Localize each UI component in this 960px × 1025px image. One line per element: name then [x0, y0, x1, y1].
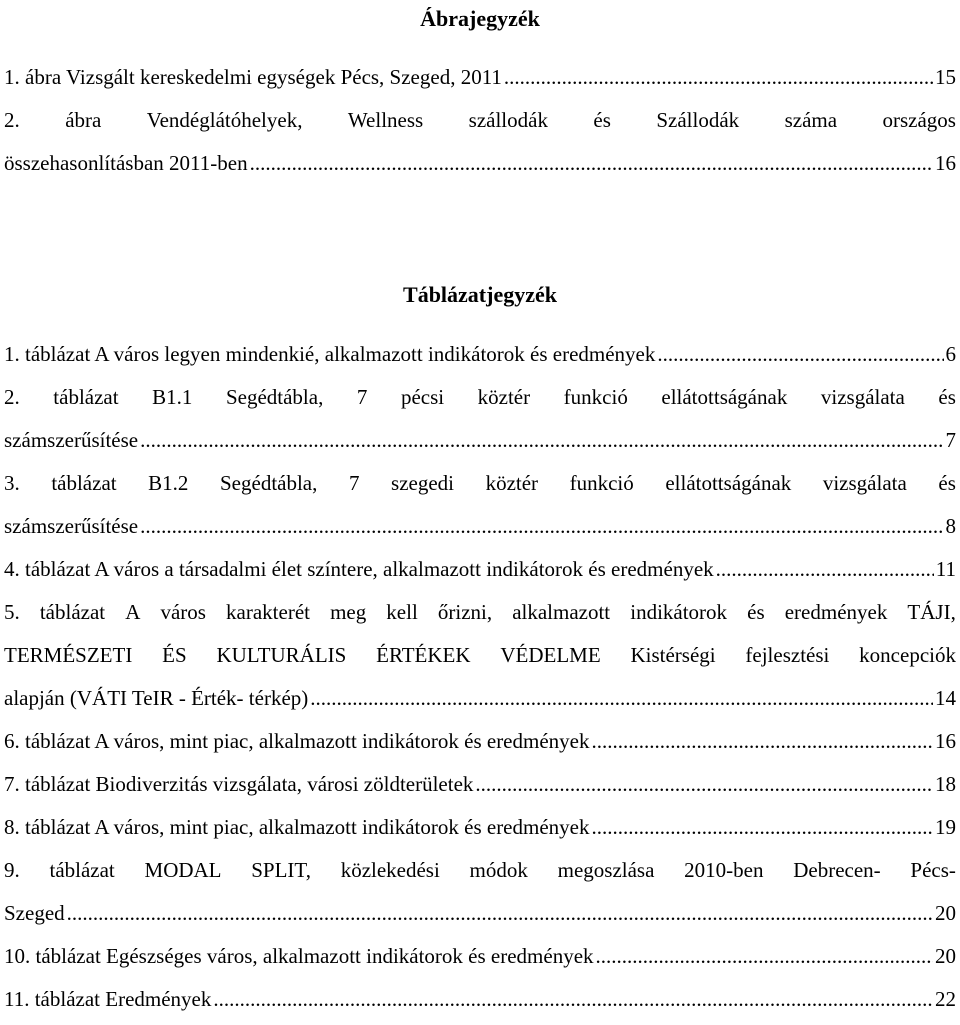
table-entry[interactable]	[4, 591, 956, 720]
entry-word: 7	[356, 385, 368, 409]
table-entry[interactable]	[4, 763, 956, 806]
entry-last-line	[4, 935, 956, 978]
dot-leader	[475, 763, 933, 806]
page-number: 22	[935, 987, 956, 1011]
entry-last-line	[4, 142, 956, 185]
entry-word: Kistérségi	[630, 643, 716, 667]
entry-title: 1. ábra Vizsgált kereskedelmi egységek Pécs, Szeged, 2011	[4, 65, 502, 89]
figure-entry[interactable]	[4, 56, 956, 99]
entry-word: Debrecen-	[793, 858, 881, 882]
dot-leader	[250, 142, 933, 185]
entry-word: pécsi	[400, 385, 445, 409]
entry-word: 5.	[4, 600, 20, 624]
entry-title: 6. táblázat A város, mint piac, alkalmazott indikátorok és eredmények	[4, 729, 590, 753]
entry-last-line	[4, 763, 956, 806]
dot-leader	[504, 56, 933, 99]
entry-word: KULTURÁLIS	[216, 643, 347, 667]
page-number: 16	[935, 151, 956, 175]
entry-word: Vendéglátóhelyek,	[146, 108, 303, 132]
table-entry[interactable]	[4, 376, 956, 462]
page-number: 15	[935, 65, 956, 89]
entry-word: ÉRTÉKEK	[376, 643, 471, 667]
dot-leader	[591, 806, 933, 849]
entry-word: ÉS	[162, 643, 187, 667]
table-entry[interactable]	[4, 720, 956, 763]
entry-word: 2.	[4, 385, 20, 409]
entry-word: vizsgálata	[820, 385, 905, 409]
entry-word: szegedi	[391, 471, 454, 495]
entry-word: A	[125, 600, 141, 624]
entry-word: koncepciók	[859, 643, 956, 667]
entry-word: 2010-ben	[684, 858, 764, 882]
entry-word: országos	[882, 108, 956, 132]
page-number: 16	[935, 729, 956, 753]
entry-word: Segédtábla,	[220, 471, 318, 495]
entry-title: 7. táblázat Biodiverzitás vizsgálata, városi zöldterületek	[4, 772, 474, 796]
page-number: 20	[935, 901, 956, 925]
figure-entry[interactable]	[4, 99, 956, 185]
entry-word: alkalmazott	[512, 600, 611, 624]
entry-word: Wellness	[347, 108, 424, 132]
entry-word: 7	[348, 471, 360, 495]
entry-word: város	[160, 600, 206, 624]
entry-word: eredmények	[784, 600, 888, 624]
entry-word: és	[747, 600, 765, 624]
entry-title: alapján (VÁTI TeIR - Érték- térkép)	[4, 686, 309, 710]
dot-leader	[716, 548, 934, 591]
table-list	[4, 333, 956, 1021]
entry-word: 9.	[4, 858, 20, 882]
entry-word: B1.1	[152, 385, 193, 409]
entry-last-line	[4, 56, 956, 99]
entry-word: ábra	[65, 108, 102, 132]
entry-title: 10. táblázat Egészséges város, alkalmazott indikátorok és eredmények	[4, 944, 594, 968]
entry-title: 1. táblázat A város legyen mindenkié, alkalmazott indikátorok és eredmények	[4, 342, 656, 366]
entry-word: száma	[784, 108, 838, 132]
entry-title: 11. táblázat Eredmények	[4, 987, 212, 1011]
entry-word: ellátottságának	[665, 471, 792, 495]
entry-last-line	[4, 548, 956, 591]
tables-heading: Táblázatjegyzék	[403, 282, 557, 307]
table-entry[interactable]	[4, 935, 956, 978]
page-number: 8	[945, 514, 956, 538]
dot-leader	[657, 333, 943, 376]
entry-word: megoszlása	[557, 858, 655, 882]
entry-line	[4, 849, 956, 892]
entry-line	[4, 99, 956, 142]
entry-last-line	[4, 806, 956, 849]
dot-leader	[310, 677, 933, 720]
entry-last-line	[4, 505, 956, 548]
table-entry[interactable]	[4, 849, 956, 935]
entry-word: indikátorok	[630, 600, 728, 624]
entry-word: szállodák	[468, 108, 548, 132]
entry-last-line	[4, 419, 956, 462]
entry-word: közlekedési	[340, 858, 440, 882]
entry-word: és	[593, 108, 611, 132]
page-number: 6	[945, 342, 956, 366]
page-number: 18	[935, 772, 956, 796]
entry-last-line	[4, 720, 956, 763]
entry-line	[4, 591, 956, 634]
entry-title: 4. táblázat A város a társadalmi élet színtere, alkalmazott indikátorok és eredmények	[4, 557, 714, 581]
entry-word: Segédtábla,	[225, 385, 324, 409]
entry-word: 3.	[4, 471, 20, 495]
entry-last-line	[4, 892, 956, 935]
entry-last-line	[4, 333, 956, 376]
table-entry[interactable]	[4, 548, 956, 591]
entry-word: őrizni,	[437, 600, 493, 624]
table-entry[interactable]	[4, 806, 956, 849]
entry-word: karakterét	[226, 600, 310, 624]
entry-word: meg	[330, 600, 367, 624]
entry-title: számszerűsítése	[4, 514, 139, 538]
entry-word: SPLIT,	[251, 858, 311, 882]
entry-word: funkció	[569, 471, 634, 495]
figure-list	[4, 56, 956, 185]
entry-title: 8. táblázat A város, mint piac, alkalmazott indikátorok és eredmények	[4, 815, 590, 839]
entry-word: B1.2	[148, 471, 189, 495]
dot-leader	[140, 419, 943, 462]
page-number: 14	[935, 686, 956, 710]
table-entry[interactable]	[4, 333, 956, 376]
dot-leader	[591, 720, 933, 763]
entry-word: fejlesztési	[745, 643, 830, 667]
entry-line	[4, 462, 956, 505]
entry-title: Szeged	[4, 901, 65, 925]
entry-word: és	[938, 385, 956, 409]
dot-leader	[213, 978, 933, 1021]
entry-line	[4, 634, 956, 677]
entry-word: TÁJI,	[907, 600, 956, 624]
figures-heading: Ábrajegyzék	[420, 6, 540, 31]
entry-title: számszerűsítése	[4, 428, 139, 452]
entry-word: kell	[386, 600, 418, 624]
page-number: 11	[935, 557, 956, 581]
page-number: 20	[935, 944, 956, 968]
page-number: 19	[935, 815, 956, 839]
entry-line	[4, 376, 956, 419]
entry-word: köztér	[477, 385, 531, 409]
entry-last-line	[4, 677, 956, 720]
entry-word: köztér	[485, 471, 539, 495]
dot-leader	[67, 892, 933, 935]
entry-word: VÉDELME	[500, 643, 601, 667]
table-entry[interactable]	[4, 978, 956, 1021]
entry-word: módok	[469, 858, 528, 882]
entry-word: Pécs-	[910, 858, 956, 882]
entry-word: táblázat	[49, 858, 115, 882]
entry-last-line	[4, 978, 956, 1021]
entry-word: vizsgálata	[822, 471, 907, 495]
entry-word: funkció	[563, 385, 628, 409]
entry-word: Szállodák	[656, 108, 740, 132]
dot-leader	[140, 505, 943, 548]
table-entry[interactable]	[4, 462, 956, 548]
entry-word: és	[938, 471, 956, 495]
entry-word: ellátottságának	[661, 385, 788, 409]
entry-word: MODAL	[144, 858, 222, 882]
entry-word: táblázat	[51, 471, 117, 495]
entry-word: táblázat	[39, 600, 106, 624]
entry-word: 2.	[4, 108, 20, 132]
entry-title: összehasonlításban 2011-ben	[4, 151, 248, 175]
entry-word: TERMÉSZETI	[4, 643, 133, 667]
page-number: 7	[945, 428, 956, 452]
dot-leader	[596, 935, 933, 978]
entry-word: táblázat	[53, 385, 119, 409]
